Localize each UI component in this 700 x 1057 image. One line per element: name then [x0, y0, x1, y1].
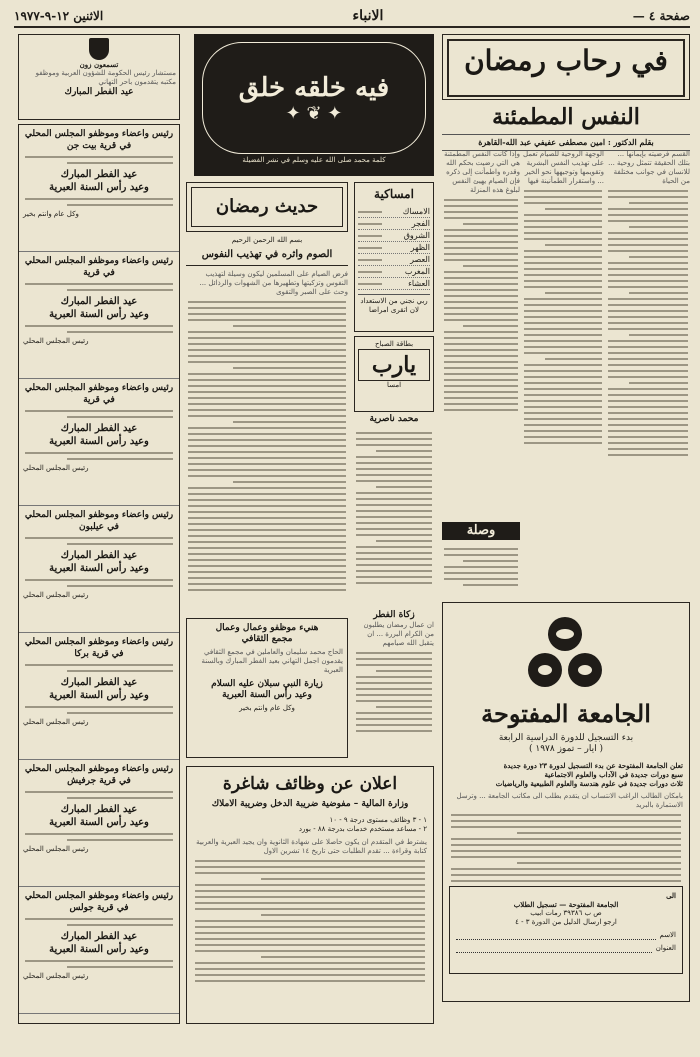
notice-signature: رئيس المجلس المحلي [23, 464, 89, 472]
hadith-article [186, 270, 348, 610]
imsakiya-row [358, 254, 430, 266]
ramadan-body-c: وإذا كانت النفس المطمئنة هي التي رضيت بحكم الله وقدره واطمأنت إلى ذكره فإن الصيام يهيئ النفس لبلوغ هذه المنزلة [444, 150, 520, 194]
registration-dates: ( ايار – تموز ١٩٧٨ ) [529, 744, 603, 754]
ramadan-body-a: القسم فرضيته بإيمانها ... بتلك الحقيقة تتمثل روحية ... للانسان في جوانب مختلفة من الحياة [608, 150, 690, 185]
notice-line-2: سبع دورات جديدة في الآداب والعلوم الاجتماعية [544, 770, 683, 779]
emblem-icon [89, 38, 109, 60]
notice-greeting-2: وعيد رأس السنة العبرية [49, 944, 149, 955]
ramadan-byline: بقلم الدكتور : امين مصطفى عفيفي عبد الله-القاهرة [442, 134, 690, 151]
notice-signature: رئيس المجلس المحلي [23, 972, 89, 980]
imsakiya-row-label: الامساك [402, 207, 430, 216]
ramadan-article-col2 [522, 150, 604, 590]
notice-greeting: عيد الفطر المبارك [60, 550, 138, 561]
imsakiya-row-label: العصر [410, 255, 430, 264]
imsakiya-title: امساكية [374, 187, 414, 201]
imsakiya-note: ربي نجني من الاستعداد لان اتقرى امراضا [358, 294, 430, 315]
ramadan-title-box [442, 34, 690, 100]
notice-place: في قرية بركا [74, 649, 124, 659]
notice-greeting: عيد الفطر المبارك [60, 931, 138, 942]
ramadan-article-col1 [606, 150, 690, 590]
ramadan-article-col3 [442, 150, 520, 530]
greeting-notice [19, 633, 179, 760]
university-logo [526, 615, 606, 695]
notice-head: رئيس واعضاء وموظفو المجلس المحلي [24, 764, 174, 774]
imsakiya-row-label: المغرب [404, 267, 430, 276]
imsakiya-row-label: الظهر [410, 243, 430, 252]
greeting-notice [19, 379, 179, 506]
job-ministry: وزارة المالية – مفوضية ضريبة الدخل وضريبة الاملاك [211, 799, 409, 809]
middle-title: هنيء موظفو وعمال وعمال [215, 623, 319, 633]
notice-greeting: عيد الفطر المبارك [60, 169, 138, 180]
morning-label: بطاقة الصباح [374, 340, 414, 348]
imsakiya-table [358, 206, 430, 290]
form-line-3: ارجو ارسال الدليل من الدورة ٣ - ٤ [515, 918, 617, 926]
notice-signature: وكل عام وانتم بخير [23, 210, 79, 218]
greeting-notice [19, 506, 179, 633]
job-item-2: ٢ - مساعد مستخدم خدمات بدرجة ٨٨ - بورد [298, 825, 427, 833]
middle-sub: مجمع الثقافي [241, 634, 293, 644]
open-university-ad [442, 602, 690, 1002]
imsakiya-row [358, 230, 430, 242]
ramadan-subtitle: النفس المطمئنة [492, 104, 640, 130]
calligraphy-banner: فيه خلقه خلق ✦ ❦ ✦ كلمة محمد صلى الله عليه وسلم في نشر الفضيلة [194, 34, 434, 176]
notice-greeting-2: وعيد رأس السنة العبرية [49, 563, 149, 574]
page-header [14, 6, 690, 28]
page-number: صفحة ٤ — [632, 9, 690, 23]
middle-body: الحاج محمد سليمان والعاملين في مجمع الثقافي يقدمون اجمل التهاني بعيد الفطر المبارك وبالسنة العبرية [201, 648, 343, 674]
middle-greeting [186, 618, 348, 758]
wasla-text [442, 544, 520, 600]
issue-date: الاثنين ١٢-٩-١٩٧٧ [14, 9, 104, 23]
greeting-notice [19, 125, 179, 252]
hadith-title: حديث رمضان [191, 187, 343, 227]
wasla-label: وصلة [442, 522, 520, 540]
zakat-box [354, 610, 434, 760]
morning-author: محمد ناصرية [369, 414, 419, 424]
greeting-notice [19, 252, 179, 379]
job-item-1: ١ - ٣ وظائف مستوى درجة ٩ - ١٠ [329, 816, 427, 824]
notice-greeting: عيد الفطر المبارك [60, 804, 138, 815]
notice-org: تسمعون زون [79, 60, 119, 69]
basmala: بسم الله الرحمن الرحيم [231, 236, 303, 244]
morning-main: يارب [358, 349, 430, 381]
notice-line-1: تعلن الجامعة المفتوحة عن بدء التسجيل لدورة ٢٣ دورة جديدة [503, 761, 683, 770]
notice-head: رئيس واعضاء وموظفو المجلس المحلي [24, 510, 174, 520]
notice-place: في قرية [83, 268, 115, 278]
hadith-box [186, 182, 348, 232]
notice-signature: رئيس المجلس المحلي [23, 845, 89, 853]
zakat-text: ان عمال رمضان يطلبون من الكرام البررة ... ان يتقبل الله صيامهم [363, 621, 434, 647]
imsakiya-row [358, 278, 430, 290]
notice-place: في عيلبون [79, 522, 119, 532]
notice-greeting: عيد الفطر المبارك [60, 423, 138, 434]
notice-place: في قرية [83, 395, 115, 405]
morning-card [354, 336, 434, 412]
form-name-label: الاسم [659, 931, 676, 939]
imsakiya-row-label: الشروق [403, 231, 430, 240]
notice-greeting: عيد الفطر المبارك [60, 296, 138, 307]
form-line-2: ص ب ٣٩٣٨٦ رمات ابيب [530, 909, 602, 917]
notice-place: في قرية جولس [69, 903, 129, 913]
notice-greeting-2: وعيد رأس السنة العبرية [49, 182, 149, 193]
middle-greet2: وعيد رأس السنة العبرية [222, 690, 312, 700]
notice-line: مستشار رئيس الحكومة للشؤون العربية وموظفو مكتبه يتقدمون باحر التهاني [35, 69, 176, 86]
notice-head: رئيس واعضاء وموظفو المجلس المحلي [24, 891, 174, 901]
notice-head: رئيس واعضاء وموظفو المجلس المحلي [24, 129, 174, 139]
notice-greeting: عيد الفطر المبارك [60, 677, 138, 688]
morning-sub: امسا [386, 381, 402, 389]
notice-greeting-2: وعيد رأس السنة العبرية [49, 309, 149, 320]
registration-title: بدء التسجيل للدورة الدراسية الرابعة [498, 733, 634, 743]
imsakiya-row [358, 218, 430, 230]
registration-form[interactable] [449, 886, 683, 974]
notice-line-3: ثلاث دورات جديدة في علوم هندسة والعلوم الطبيعية والرياضيات [495, 779, 683, 788]
paper-name: الانباء [352, 8, 384, 24]
calligraphy-text: فيه خلقه خلق [238, 72, 390, 103]
form-name-field[interactable] [456, 931, 656, 940]
middle-greet: زيارة النبي سبلان عليه السلام [211, 679, 323, 689]
morning-article [354, 428, 434, 608]
notice-head: رئيس واعضاء وموظفو المجلس المحلي [24, 637, 174, 647]
notice-signature: رئيس المجلس المحلي [23, 718, 89, 726]
ramadan-body-b: الوجهة الروحية للصيام تعمل على تهذيب النفس البشرية وتقويمها وتوجيهها نحو الخير ... واستقرار الطمأنينة فيها [523, 150, 604, 185]
job-notice [186, 766, 434, 1024]
university-body: بامكان الطالب الراغب الانتساب ان يتقدم بطلب الى مكاتب الجامعة ... وترسل الاستمارة بالبريد [456, 792, 683, 809]
notice-signature: رئيس المجلس المحلي [23, 591, 89, 599]
notice-place: في قرية بيت جن [66, 141, 132, 151]
imsakiya-row [358, 266, 430, 278]
form-address-field[interactable] [456, 944, 652, 953]
imsakiya-row [358, 206, 430, 218]
notice-place: في قرية جرفيش [67, 776, 131, 786]
form-line-1: الجامعة المفتوحة — تسجيل الطلاب [513, 900, 619, 909]
notice-head: رئيس واعضاء وموظفو المجلس المحلي [24, 383, 174, 393]
imsakiya-row [358, 242, 430, 254]
imsakiya-row-label: العشاء [408, 279, 430, 288]
job-title: اعلان عن وظائف شاغرة [222, 774, 398, 794]
job-body: يشترط في المتقدم ان يكون حاصلا على شهادة الثانوية وان يجيد العبرية والعربية كتابة وقراءة ... تقدم الطلبات حتى تاريخ ١٤ تشرين الاول [196, 838, 427, 855]
greeting-notice [19, 887, 179, 1014]
notice-greeting-2: وعيد رأس السنة العبرية [49, 690, 149, 701]
zakat-title: زكاة الفطر [373, 610, 415, 620]
greeting-notice [19, 760, 179, 887]
imsakiya-row-label: الفجر [411, 219, 430, 228]
university-name: الجامعة المفتوحة [481, 699, 651, 728]
form-address-label: العنوان [655, 944, 676, 952]
form-to: الى [666, 891, 676, 900]
ramadan-title: في رحاب رمضان [447, 39, 685, 97]
top-left-notice [18, 34, 180, 120]
calligraphy-caption: كلمة محمد صلى الله عليه وسلم في نشر الفضيلة [242, 156, 386, 164]
notice-signature: رئيس المجلس المحلي [23, 337, 89, 345]
notice-greeting-2: وعيد رأس السنة العبرية [49, 817, 149, 828]
hadith-body: فرض الصيام على المسلمين ليكون وسيلة لتهذيب النفوس وتزكيتها وتطهيرها من الشهوات والرذائل ... وحث على الصبر والتقوى [199, 270, 348, 296]
condolence-list [18, 124, 180, 1024]
middle-sig: وكل عام وانتم بخير [239, 704, 295, 712]
imsakiya-box [354, 182, 434, 332]
notice-greeting-2: وعيد رأس السنة العبرية [49, 436, 149, 447]
notice-greet: عيد الفطر المبارك [64, 87, 134, 97]
hadith-headline: الصوم واثره في تهذيب النفوس [186, 248, 348, 266]
notice-head: رئيس واعضاء وموظفو المجلس المحلي [24, 256, 174, 266]
